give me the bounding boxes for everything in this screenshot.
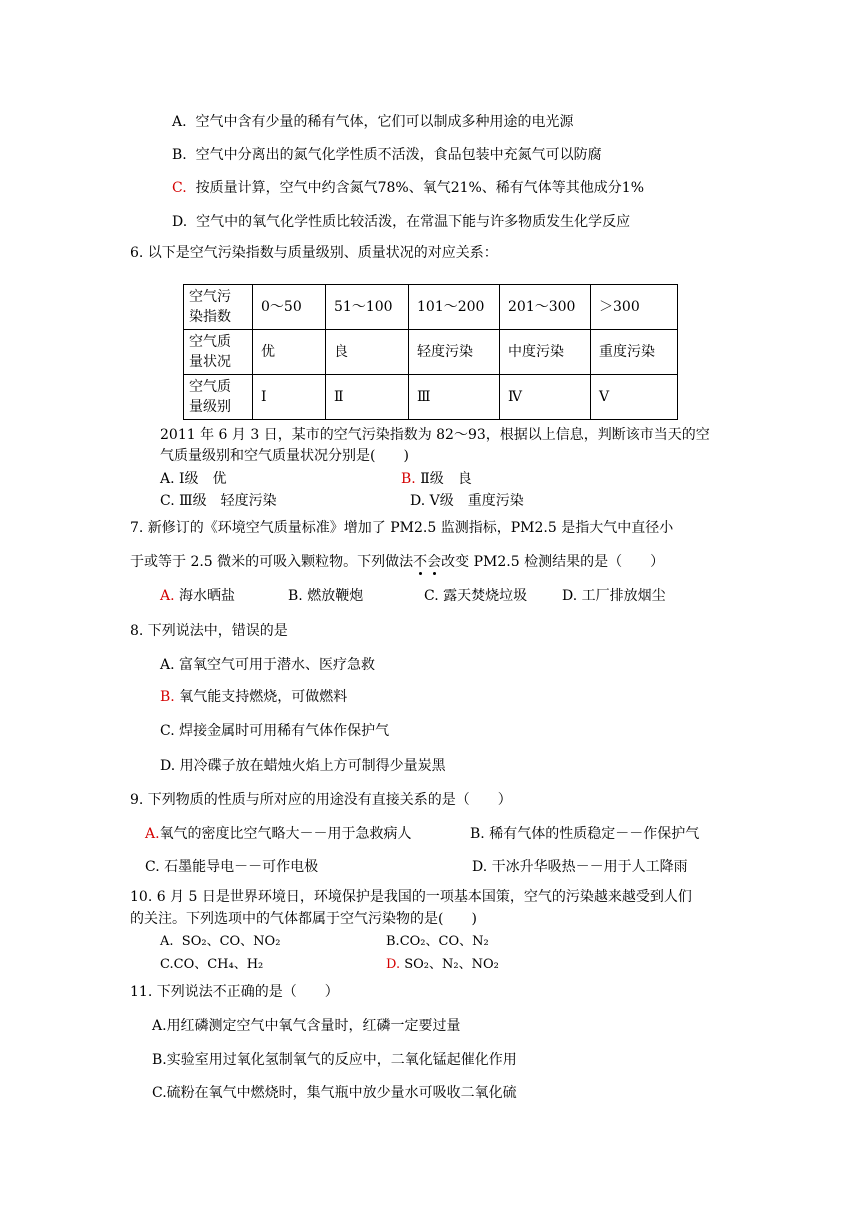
option-letter: D. [410,493,426,509]
table-row [184,330,678,375]
q10-stem-line-1: 10. 6 月 5 日是世界环境日，环境保护是我国的一项基本国策，空气的污染越来越受到人们 [130,889,692,905]
option-text: CO₂、CO、N₂ [399,934,489,949]
option-text: 用冷碟子放在蜡烛火焰上方可制得少量炭黑 [179,758,446,774]
option-letter: D. [472,859,488,875]
option-letter: A. [152,1018,167,1034]
option-text: 实验室用过氧化氢制氧气的反应中，二氧化锰起催化作用 [166,1052,517,1068]
q9-option-b [470,824,699,844]
stem-text: 改变 PM2.5 检测结果的是（ ） [441,554,665,570]
q5-option-c [172,178,644,198]
table-cell: ＞300 [591,285,678,330]
option-letter: B. [288,588,303,604]
table-row-header [184,285,253,330]
stem-text: 于或等于 2.5 微米的可吸入颗粒物。下列做法 [130,554,414,570]
option-text: 干冰升华吸热－－用于人工降雨 [491,859,688,875]
option-text: Ⅲ级 轻度污染 [179,493,277,509]
table-cell: 51～100 [326,285,409,330]
q10-stem-line-2: 的关注。下列选项中的气体都属于空气污染物的是( ) [130,911,477,927]
option-text: 氧气的密度比空气略大－－用于急救病人 [159,826,412,842]
table-cell: 中度污染 [500,330,591,375]
q5-option-d [172,212,630,232]
q6-option-d [410,491,524,511]
q11-option-b [152,1050,517,1070]
option-letter: D. [562,588,578,604]
q6-paragraph-line-2: 气质量级别和空气质量状况分别是( ) [160,448,409,464]
q8-option-d [160,756,446,776]
option-text: 空气中分离出的氮气化学性质不活泼，食品包装中充氮气可以防腐 [195,147,602,163]
option-text: 海水晒盐 [179,588,236,604]
option-letter: C. [160,957,174,972]
q11-option-a [152,1016,461,1036]
option-letter: D. [160,758,176,774]
q6-option-a [160,469,227,489]
option-letter-answer: A. [145,826,160,842]
option-text: 工厂排放烟尘 [581,588,666,604]
q5-option-a [172,112,573,132]
table-cell: Ⅲ [409,375,500,420]
q9-stem: 9. 下列物质的性质与所对应的用途没有直接关系的是（ ） [130,792,512,808]
table-row-header [184,330,253,375]
option-text: 燃放鞭炮 [307,588,364,604]
header-line: 空气质 [189,334,231,350]
option-letter: A. [160,934,174,949]
option-text: 石墨能导电－－可作电极 [164,859,319,875]
option-letter: D. [172,214,188,230]
q8-option-c [160,721,389,741]
q8-option-b [160,687,347,707]
emphasis-char: 不 [413,554,428,570]
header-line: 空气质 [189,379,231,395]
q11-stem: 11. 下列说法不正确的是（ ） [130,984,339,1000]
q7-option-c [424,586,527,606]
option-letter-answer: D. [386,957,401,972]
option-text: 硫粉在氧气中燃烧时，集气瓶中放少量水可吸收二氧化硫 [166,1085,517,1101]
option-letter-answer: B. [160,689,175,705]
q11-option-c [152,1083,517,1103]
q10-option-a [160,932,280,952]
q7-option-b [288,586,363,606]
option-letter: C. [424,588,439,604]
table-cell: 0～50 [253,285,326,330]
table-cell: 良 [326,330,409,375]
table-row [184,375,678,420]
q5-option-b [172,145,602,165]
option-letter: B. [172,147,187,163]
option-letter-answer: B. [401,471,416,487]
q9-option-c [145,857,318,877]
option-text: Ⅴ级 重度污染 [429,493,524,509]
q8-option-a [160,655,375,675]
q7-option-d [562,586,666,606]
option-text: 按质量计算，空气中约含氮气78%、氧气21%、稀有气体等其他成分1% [195,180,645,196]
option-text: 焊接金属时可用稀有气体作保护气 [179,723,390,739]
option-letter: B. [386,934,400,949]
option-text: 稀有气体的性质稳定－－作保护气 [489,826,700,842]
option-text: 富氧空气可用于潜水、医疗急救 [179,657,376,673]
emphasis-char: 会 [427,554,442,570]
q9-option-d [472,857,688,877]
option-text: 空气中含有少量的稀有气体，它们可以制成多种用途的电光源 [195,114,574,130]
option-text: SO₂、N₂、NO₂ [404,957,499,972]
option-letter: A. [160,471,175,487]
table-cell: 101～200 [409,285,500,330]
option-text: Ⅱ级 良 [420,471,472,487]
option-letter: A. [172,114,187,130]
option-letter: A. [160,657,175,673]
q10-option-b [386,932,489,952]
q10-option-d [386,955,499,975]
table-cell: 重度污染 [591,330,678,375]
option-letter: C. [160,493,175,509]
q7-option-a [160,586,235,606]
table-row [184,285,678,330]
option-letter: B. [152,1052,167,1068]
q7-stem-line-2 [130,552,664,572]
option-letter: C. [152,1085,167,1101]
table-cell: Ⅳ [500,375,591,420]
table-cell: 201～300 [500,285,591,330]
table-cell: Ⅰ [253,375,326,420]
option-letter: C. [160,723,175,739]
q6-option-b [401,469,472,489]
option-text: 空气中的氧气化学性质比较活泼，在常温下能与许多物质发生化学反应 [196,214,631,230]
q7-stem-line-1: 7. 新修订的《环境空气质量标准》增加了 PM2.5 监测指标，PM2.5 是指大气中直径小 [130,520,674,536]
q9-option-a [145,824,412,844]
option-text: Ⅰ级 优 [179,471,227,487]
pollution-index-table [183,284,678,420]
table-row-header [184,375,253,420]
option-letter-answer: C. [172,180,187,196]
table-cell: 优 [253,330,326,375]
q8-stem: 8. 下列说法中，错误的是 [130,623,288,639]
option-letter: C. [145,859,160,875]
header-line: 量状况 [189,354,231,370]
q10-option-c [160,955,263,975]
header-line: 量级别 [189,399,231,415]
table-cell: Ⅱ [326,375,409,420]
q6-paragraph-line-1: 2011 年 6 月 3 日，某市的空气污染指数为 82～93，根据以上信息，判断该市当天的空 [160,427,710,443]
option-text: 露天焚烧垃圾 [443,588,528,604]
header-line: 空气污 [189,289,231,305]
q6-stem: 6. 以下是空气污染指数与质量级别、质量状况的对应关系： [130,245,498,261]
option-text: 用红磷测定空气中氧气含量时，红磷一定要过量 [166,1018,461,1034]
table-cell: Ⅴ [591,375,678,420]
option-letter: B. [470,826,485,842]
table-cell: 轻度污染 [409,330,500,375]
q6-option-c [160,491,277,511]
option-text: SO₂、CO、NO₂ [181,934,281,949]
option-text: CO、CH₄、H₂ [173,957,264,972]
option-letter-answer: A. [160,588,175,604]
option-text: 氧气能支持燃烧，可做燃料 [179,689,348,705]
header-line: 染指数 [189,309,231,325]
